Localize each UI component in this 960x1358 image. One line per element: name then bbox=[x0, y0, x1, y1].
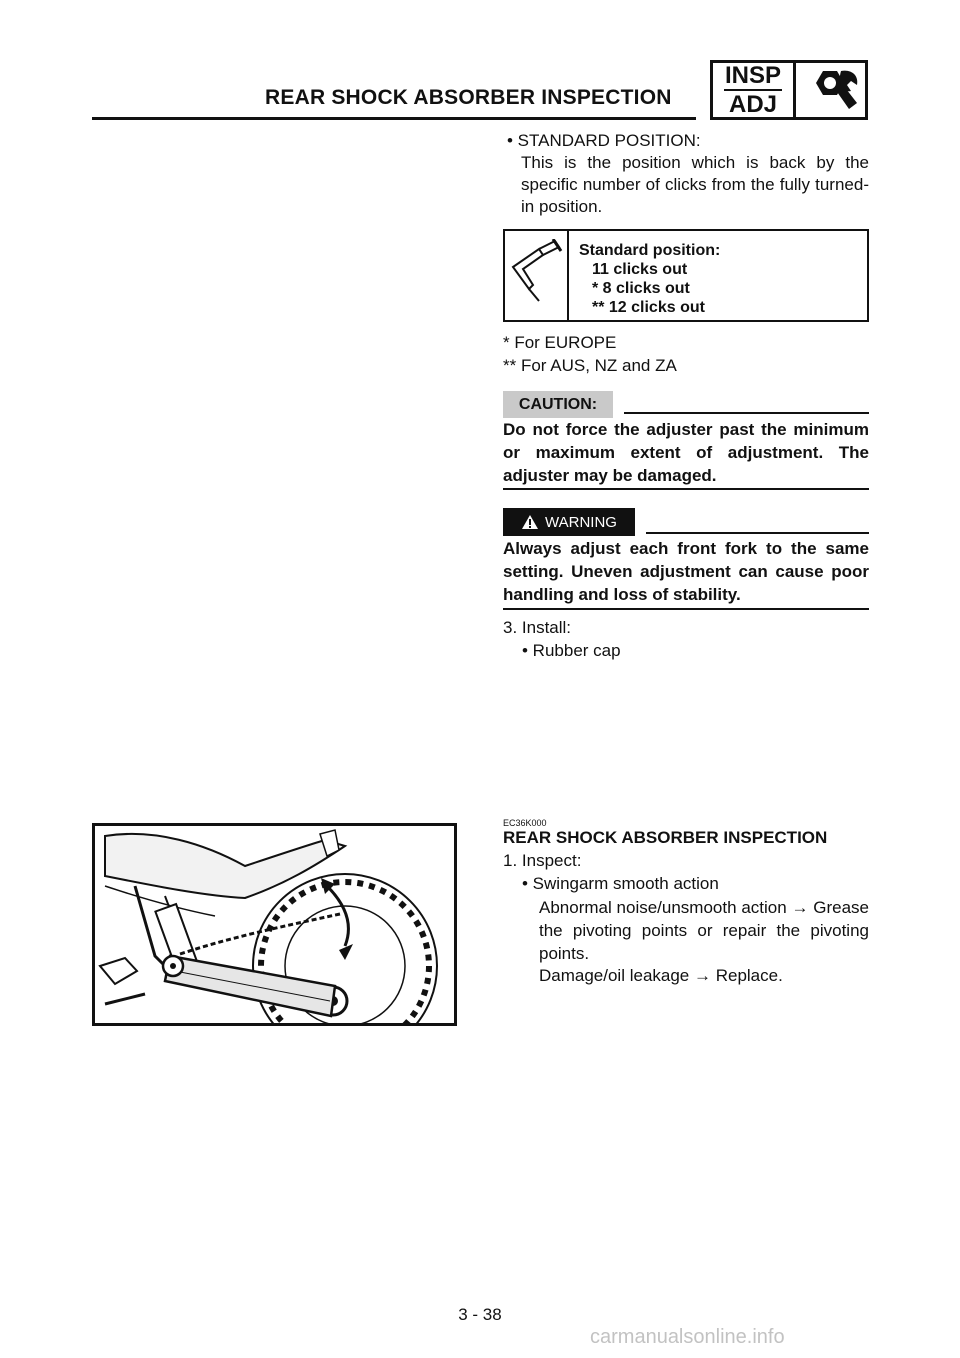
spec-value-aus: ** 12 clicks out bbox=[592, 299, 705, 316]
page-number: 3 - 38 bbox=[458, 1305, 502, 1324]
warning-label bbox=[503, 508, 635, 536]
section-badge bbox=[710, 60, 868, 120]
swingarm-illustration bbox=[92, 823, 457, 1026]
warning-label-text: WARNING bbox=[545, 513, 617, 531]
install-item: • Rubber cap bbox=[522, 641, 621, 660]
caution-text: Do not force the adjuster past the minimum or maximum extent of adjustment. The adjuster may be damaged. bbox=[503, 420, 869, 485]
spec-value-standard: 11 clicks out bbox=[592, 261, 688, 278]
standard-position-description: This is the position which is back by the specific number of clicks from the fully turned-in position. bbox=[521, 153, 869, 216]
inspect-remedy-leakage: Damage/oil leakage → Replace. bbox=[539, 966, 783, 985]
warning-bottom-rule bbox=[503, 608, 869, 610]
caution-bottom-rule bbox=[503, 488, 869, 490]
watermark: carmanualsonline.info bbox=[590, 1326, 785, 1348]
footnote-europe: * For EUROPE bbox=[503, 333, 617, 352]
header-rule bbox=[92, 117, 696, 120]
spec-box bbox=[503, 229, 869, 322]
wrench-nut-icon bbox=[796, 63, 865, 117]
caliper-icon bbox=[509, 239, 563, 316]
badge-text bbox=[713, 63, 796, 117]
spec-title: Standard position: bbox=[579, 242, 721, 259]
inspect-step: 1. Inspect: bbox=[503, 851, 582, 870]
section-code: EC36K000 bbox=[503, 818, 547, 828]
badge-top-label: INSP bbox=[724, 62, 781, 89]
footnote-aus: ** For AUS, NZ and ZA bbox=[503, 356, 677, 375]
standard-position-heading: • STANDARD POSITION: bbox=[507, 131, 701, 150]
warning-top-rule bbox=[646, 532, 869, 534]
warning-triangle-icon bbox=[521, 514, 539, 530]
section-title: REAR SHOCK ABSORBER INSPECTION bbox=[503, 828, 828, 847]
spec-value-europe: * 8 clicks out bbox=[592, 280, 690, 297]
page-title: REAR SHOCK ABSORBER INSPECTION bbox=[265, 86, 672, 109]
install-step: 3. Install: bbox=[503, 618, 572, 637]
inspect-item: • Swingarm smooth action bbox=[522, 874, 719, 893]
inspect-remedy-noise: Abnormal noise/unsmooth action → Grease the pivoting points or repair the pivoting points. bbox=[539, 898, 869, 963]
caution-top-rule bbox=[624, 412, 869, 414]
caution-label: CAUTION: bbox=[503, 391, 613, 418]
warning-text: Always adjust each front fork to the same setting. Uneven adjustment can cause poor handling and loss of stability. bbox=[503, 539, 869, 604]
badge-bottom-label: ADJ bbox=[728, 91, 777, 118]
